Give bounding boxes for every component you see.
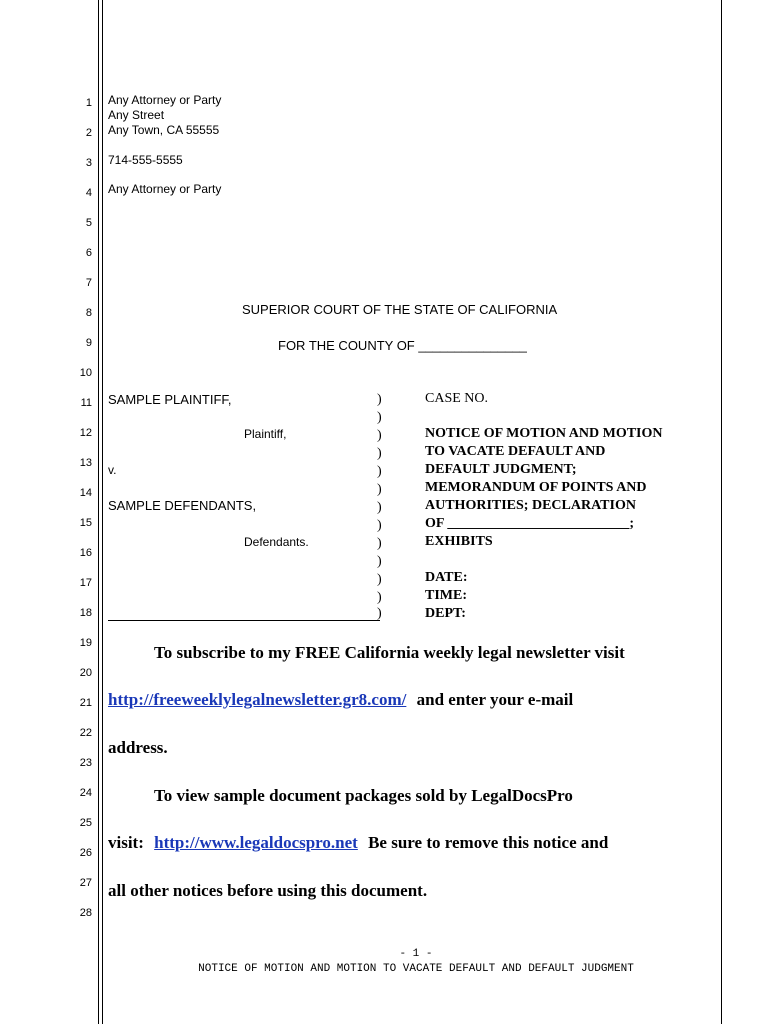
line-number: 16 <box>79 547 92 559</box>
document-title-line: DEFAULT JUDGMENT; <box>425 462 577 477</box>
line-number: 26 <box>79 847 92 859</box>
versus-label: v. <box>108 463 117 477</box>
line-number: 4 <box>85 187 92 199</box>
newsletter-line <box>108 690 573 710</box>
line-number: 19 <box>79 637 92 649</box>
line-number: 8 <box>85 307 92 319</box>
left-margin-rule-inner <box>102 0 103 1024</box>
defendant-role: Defendants. <box>244 535 309 549</box>
defendant-name: SAMPLE DEFENDANTS, <box>108 498 257 513</box>
left-margin-rule-outer <box>98 0 99 1024</box>
paren-mark: ) <box>377 572 382 587</box>
newsletter-notice: To subscribe to my FREE California weekly legal newsletter visit <box>154 643 625 662</box>
sample-packages-notice: To view sample document packages sold by LegalDocsPro <box>154 786 573 805</box>
line-number: 3 <box>85 157 92 169</box>
line-number: 9 <box>85 337 92 349</box>
line-number: 21 <box>79 697 92 709</box>
line-number: 27 <box>79 877 92 889</box>
address-word: address. <box>108 738 168 757</box>
paren-mark: ) <box>377 590 382 605</box>
document-title-line: NOTICE OF MOTION AND MOTION <box>425 426 663 441</box>
attorney-city: Any Town, CA 55555 <box>108 123 220 137</box>
case-number-label: CASE NO. <box>425 391 489 406</box>
line-number: 13 <box>79 457 92 469</box>
line-number: 1 <box>85 97 92 109</box>
document-title-line: OF __________________________; <box>425 516 635 531</box>
footer-title: NOTICE OF MOTION AND MOTION TO VACATE DEFAULT AND DEFAULT JUDGMENT <box>198 963 634 975</box>
legaldocspro-link[interactable]: http://www.legaldocspro.net <box>154 833 358 852</box>
right-margin-rule <box>721 0 722 1024</box>
paren-mark: ) <box>377 428 382 443</box>
line-number: 28 <box>79 907 92 919</box>
document-title-line: TO VACATE DEFAULT AND <box>425 444 606 459</box>
paren-mark: ) <box>377 554 382 569</box>
newsletter-line-rest: and enter your e-mail <box>416 690 574 709</box>
line-number: 12 <box>79 427 92 439</box>
line-number: 22 <box>79 727 92 739</box>
line-number: 23 <box>79 757 92 769</box>
line-number: 17 <box>79 577 92 589</box>
visit-label: visit: <box>108 833 144 852</box>
document-title-line: EXHIBITS <box>425 534 493 549</box>
line-number: 10 <box>79 367 92 379</box>
paren-mark: ) <box>377 606 382 621</box>
caption-underline <box>108 620 380 621</box>
attorney-phone: 714-555-5555 <box>108 153 183 167</box>
attorney-name: Any Attorney or Party <box>108 93 222 107</box>
attorney-for: Any Attorney or Party <box>108 182 222 196</box>
newsletter-link[interactable]: http://freeweeklylegalnewsletter.gr8.com/ <box>108 690 407 709</box>
court-title: SUPERIOR COURT OF THE STATE OF CALIFORNIA <box>242 302 558 317</box>
line-number: 25 <box>79 817 92 829</box>
page-number: - 1 - <box>399 948 433 960</box>
line-number: 15 <box>79 517 92 529</box>
paren-mark: ) <box>377 536 382 551</box>
line-number: 18 <box>79 607 92 619</box>
hearing-time-label: TIME: <box>425 588 467 603</box>
line-number: 20 <box>79 667 92 679</box>
document-title-line: MEMORANDUM OF POINTS AND <box>425 480 647 495</box>
line-number: 7 <box>85 277 92 289</box>
paren-mark: ) <box>377 482 382 497</box>
remove-notice-text: Be sure to remove this notice and <box>368 833 609 852</box>
paren-mark: ) <box>377 464 382 479</box>
attorney-street: Any Street <box>108 108 165 122</box>
hearing-date-label: DATE: <box>425 570 468 585</box>
line-number: 2 <box>85 127 92 139</box>
paren-mark: ) <box>377 392 382 407</box>
line-number: 24 <box>79 787 92 799</box>
paren-mark: ) <box>377 446 382 461</box>
paren-mark: ) <box>377 410 382 425</box>
line-number: 5 <box>85 217 92 229</box>
plaintiff-role: Plaintiff, <box>244 427 287 441</box>
document-title-line: AUTHORITIES; DECLARATION <box>425 498 636 513</box>
plaintiff-name: SAMPLE PLAINTIFF, <box>108 392 232 407</box>
line-number: 6 <box>85 247 92 259</box>
paren-mark: ) <box>377 518 382 533</box>
hearing-dept-label: DEPT: <box>425 606 466 621</box>
visit-line <box>108 833 608 853</box>
paren-mark: ) <box>377 500 382 515</box>
county-line: FOR THE COUNTY OF _______________ <box>278 338 527 353</box>
remove-notice-line: all other notices before using this document. <box>108 881 428 900</box>
line-number: 14 <box>79 487 92 499</box>
line-number: 11 <box>80 397 92 409</box>
